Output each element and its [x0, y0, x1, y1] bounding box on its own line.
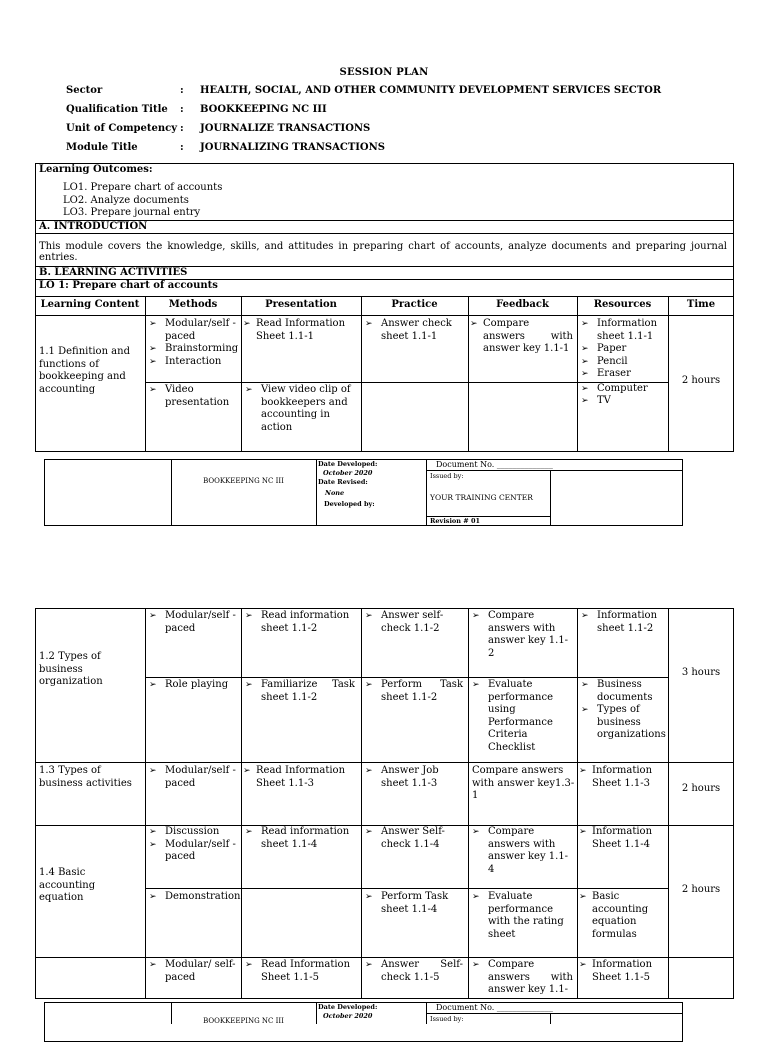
learning-content-cell: 1.2 Types of business organization	[39, 651, 103, 687]
resources-cell	[579, 959, 667, 984]
presentation-cell	[243, 679, 355, 704]
list-item: ➢ Basic accounting equation formulas	[579, 891, 667, 941]
introduction-heading: A. INTRODUCTION	[39, 221, 148, 232]
feedback-cell	[470, 610, 573, 660]
list-item: ➢ Eraser	[579, 368, 667, 381]
methods-cell	[147, 384, 240, 409]
issued-by-label: Issued by:	[430, 1015, 464, 1023]
list-item: ➢ Read Information Sheet 1.1-1	[243, 318, 359, 343]
list-item: ➢ Compare answers with answer key 1.1-4	[470, 826, 573, 876]
list-item: ➢ Modular/self -paced	[147, 318, 240, 343]
lo-heading: LO 1: Prepare chart of accounts	[39, 280, 218, 291]
header-unit: Unit of Competency : JOURNALIZE TRANSACTIONS	[66, 123, 371, 134]
list-item: ➢ Information sheet 1.1-1	[579, 318, 667, 343]
time-cell: 2 hours	[681, 783, 721, 794]
practice-cell	[363, 891, 466, 916]
header-value: JOURNALIZING TRANSACTIONS	[200, 142, 386, 153]
practice-cell	[363, 959, 463, 984]
revision-label: Revision # 01	[430, 517, 480, 525]
list-item: ➢ View video clip of bookkeepers and accounting in action	[243, 384, 359, 434]
header-value: BOOKKEEPING NC III	[200, 104, 327, 115]
resources-cell	[579, 679, 667, 742]
time-cell: 2 hours	[681, 375, 721, 386]
methods-cell	[147, 826, 240, 864]
list-item: ➢ Demonstration	[147, 891, 235, 904]
list-item: ➢ Video presentation	[147, 384, 240, 409]
methods-cell	[147, 891, 241, 904]
list-item: ➢ Perform Task sheet 1.1-4	[363, 891, 466, 916]
list-item: ➢ Types of business organizations	[579, 704, 667, 742]
learning-outcome-item: LO1. Prepare chart of accounts	[63, 182, 223, 193]
list-item: ➢ Read information sheet 1.1-2	[243, 610, 359, 635]
learning-activities-heading: B. LEARNING ACTIVITIES	[39, 267, 188, 278]
col-header-presentation: Presentation	[265, 299, 337, 310]
list-item: ➢ Compare answers with answer key 1.1-	[470, 959, 573, 997]
header-value: HEALTH, SOCIAL, AND OTHER COMMUNITY DEVELOPMENT SERVICES SECTOR	[200, 85, 662, 96]
col-header-learning-content: Learning Content	[40, 299, 140, 310]
date-revised-value: None	[325, 489, 345, 497]
learning-content-cell: 1.4 Basic accounting equation	[39, 867, 96, 903]
practice-cell	[363, 610, 466, 635]
col-header-resources: Resources	[593, 299, 652, 310]
methods-cell	[147, 959, 237, 984]
col-header-practice: Practice	[391, 299, 438, 310]
practice-cell	[363, 318, 466, 343]
list-item: ➢ Brainstorming	[147, 343, 240, 356]
list-item: ➢ Role playing	[147, 679, 240, 692]
header-key: Qualification Title	[66, 104, 168, 115]
list-item: ➢ Information sheet 1.1-2	[579, 610, 667, 635]
list-item: ➢ TV	[579, 395, 667, 408]
header-qualification: Qualification Title : BOOKKEEPING NC III	[66, 104, 327, 115]
list-item: ➢ Familiarize Task sheet 1.1-2	[243, 679, 355, 704]
header-key: Unit of Competency	[66, 123, 178, 134]
col-header-methods: Methods	[168, 299, 218, 310]
document-no-label: Document No. ______________	[436, 1003, 553, 1012]
practice-cell	[363, 826, 466, 851]
date-developed-value: October 2020	[323, 469, 373, 477]
header-sector: Sector : HEALTH, SOCIAL, AND OTHER COMMUNITY DEVELOPMENT SERVICES SECTOR	[66, 85, 662, 96]
issued-by-label: Issued by:	[430, 472, 464, 480]
header-module: Module Title : JOURNALIZING TRANSACTIONS	[66, 142, 386, 153]
presentation-cell	[243, 384, 359, 434]
learning-content-cell: 1.3 Types of business activities	[39, 765, 132, 789]
document-no-label: Document No. ______________	[436, 460, 553, 469]
list-item: ➢ Modular/self -paced	[147, 839, 240, 864]
list-item: ➢ Business documents	[579, 679, 667, 704]
methods-cell	[147, 318, 240, 368]
list-item: ➢ Answer Self-check 1.1-5	[363, 959, 463, 984]
header-key: Module Title	[66, 142, 138, 153]
list-item: ➢ Answer self-check 1.1-2	[363, 610, 466, 635]
learning-outcomes-heading: Learning Outcomes:	[39, 164, 153, 175]
date-developed-label: Date Developed:	[318, 460, 378, 468]
resources-cell	[579, 891, 667, 941]
methods-cell	[147, 765, 240, 790]
date-developed-label: Date Developed:	[318, 1003, 378, 1011]
resources-cell	[579, 610, 667, 635]
learning-content-cell: 1.1 Definition and functions of bookkeeping and accounting	[39, 346, 130, 395]
list-item: ➢ Read Information Sheet 1.1-5	[243, 959, 359, 984]
list-item: ➢ Perform Task sheet 1.1-2	[363, 679, 463, 704]
list-item: ➢ Paper	[579, 343, 667, 356]
feedback-cell	[470, 679, 573, 754]
methods-cell	[147, 679, 240, 692]
list-item: ➢ Modular/ self-paced	[147, 959, 237, 984]
list-item: ➢ Modular/self -paced	[147, 610, 240, 635]
header-value: JOURNALIZE TRANSACTIONS	[200, 123, 371, 134]
header-key: Sector	[66, 85, 103, 96]
learning-outcome-item: LO3. Prepare journal entry	[63, 207, 201, 218]
presentation-cell	[243, 959, 359, 984]
feedback-cell	[470, 959, 573, 997]
presentation-cell	[243, 610, 359, 635]
resources-cell	[579, 318, 667, 408]
learning-outcome-item: LO2. Analyze documents	[63, 195, 189, 206]
presentation-cell	[243, 318, 359, 343]
col-header-time: Time	[686, 299, 716, 310]
list-item: ➢ Read information sheet 1.1-4	[243, 826, 359, 851]
date-developed-value: October 2020	[323, 1012, 373, 1020]
page-title: SESSION PLAN	[339, 67, 429, 78]
methods-cell	[147, 610, 240, 635]
resources-cell	[579, 765, 667, 790]
list-item: ➢ Information Sheet 1.1-5	[579, 959, 667, 984]
list-item: ➢ Evaluate performance using Performance Criteria Checklist	[470, 679, 573, 754]
issued-by-value: YOUR TRAINING CENTER	[430, 493, 533, 502]
footer-qualification: BOOKKEEPING NC III	[203, 1017, 284, 1025]
list-item: ➢ Modular/self -paced	[147, 765, 240, 790]
introduction-text: This module covers the knowledge, skills, and attitudes in preparing chart of accounts, analyze documents and preparing journal entries.	[39, 241, 727, 263]
list-item: ➢ Computer	[579, 383, 667, 396]
resources-cell	[579, 826, 667, 851]
list-item: ➢ Answer Job sheet 1.1-3	[363, 765, 466, 790]
footer-qualification: BOOKKEEPING NC III	[203, 477, 284, 485]
date-revised-label: Date Revised:	[318, 478, 368, 486]
list-item: ➢ Compare answers with answer key 1.1-1	[470, 318, 573, 356]
feedback-cell: Compare answers with answer key1.3-1	[472, 765, 575, 801]
list-item: ➢ Information Sheet 1.1-4	[579, 826, 667, 851]
developed-by-label: Developed by:	[324, 500, 375, 508]
list-item: ➢ Compare answers with answer key 1.1-2	[470, 610, 573, 660]
list-item: ➢ Information Sheet 1.1-3	[579, 765, 667, 790]
feedback-cell	[470, 318, 573, 356]
list-item: ➢ Discussion	[147, 826, 240, 839]
list-item: ➢ Pencil	[579, 356, 667, 369]
list-item: ➢ Interaction	[147, 356, 240, 369]
feedback-cell	[470, 826, 573, 876]
list-item: ➢ Answer check sheet 1.1-1	[363, 318, 466, 343]
practice-cell	[363, 679, 463, 704]
feedback-cell	[470, 891, 573, 941]
time-cell: 2 hours	[681, 884, 721, 895]
list-item: ➢ Answer Self-check 1.1-4	[363, 826, 466, 851]
col-header-feedback: Feedback	[496, 299, 549, 310]
list-item: ➢ Read Information Sheet 1.1-3	[243, 765, 359, 790]
presentation-cell	[243, 765, 359, 790]
time-cell: 3 hours	[681, 667, 721, 678]
list-item: ➢ Evaluate performance with the rating sheet	[470, 891, 573, 941]
practice-cell	[363, 765, 466, 790]
presentation-cell	[243, 826, 359, 851]
